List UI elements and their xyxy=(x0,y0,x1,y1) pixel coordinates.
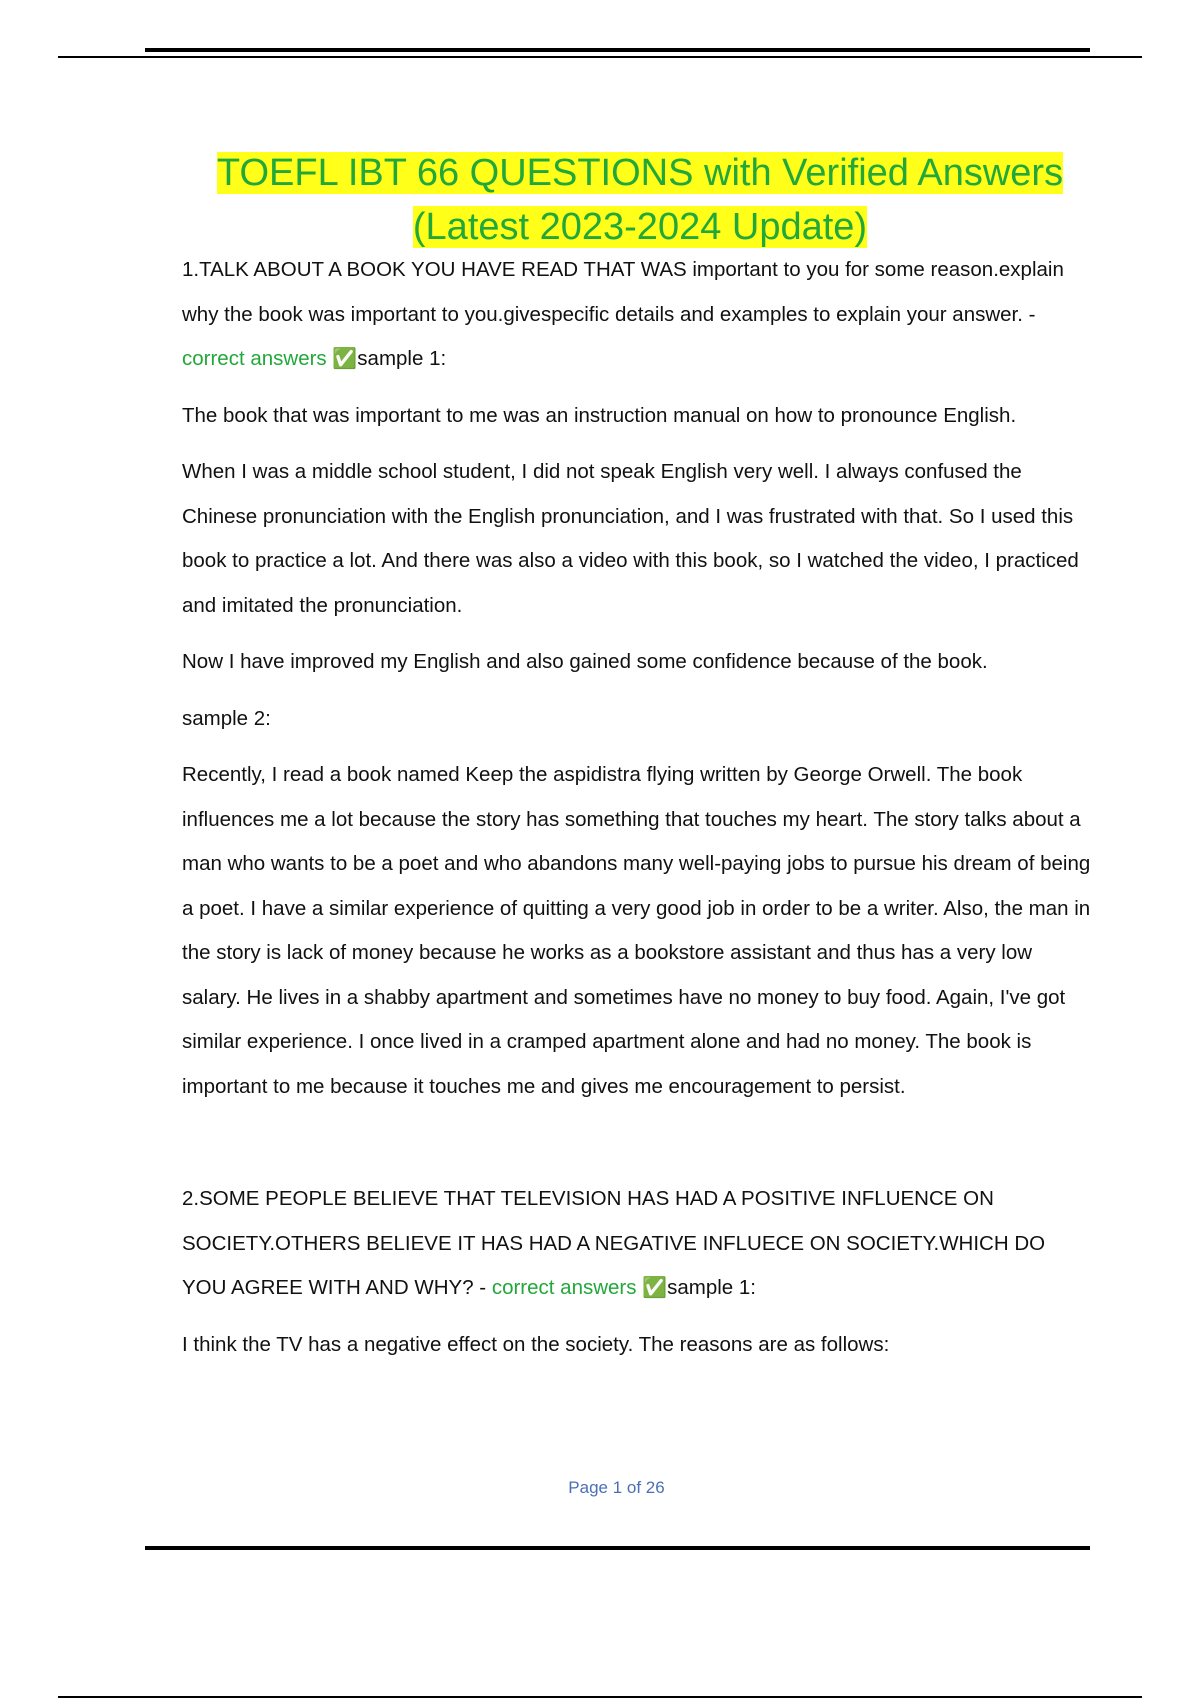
sample-intro: sample 1: xyxy=(667,1276,757,1299)
bottom-thick-rule xyxy=(145,1546,1090,1550)
check-icon: ✅ xyxy=(332,348,358,370)
answer-paragraph: When I was a middle school student, I did not speak English very well. I always confused the Chinese pronunciation with the English pronunciation, and I was frustrated with that. So I used this book to practice a lot. And there was also a video with this book, so I watched the video, I practiced and imitated the pronunciation. xyxy=(182,460,1079,617)
top-thick-rule xyxy=(145,48,1090,52)
page-number: Page 1 of 26 xyxy=(568,1478,665,1497)
correct-answers-label: correct answers xyxy=(182,347,327,370)
title-line-1: TOEFL IBT 66 QUESTIONS with Verified Answers xyxy=(216,152,1064,194)
answer-paragraph: Recently, I read a book named Keep the aspidistra flying written by George Orwell. The book influences me a lot because the story has something that touches my heart. The story talks about a man who wants to be a poet and who abandons many well-paying jobs to pursue his dream of being a poet. I have a similar experience of quitting a very good job in order to be a writer. Also, the man in the story is lack of money because he works as a bookstore assistant and thus has a very low salary. He lives in a shabby apartment and sometimes have no money to buy food. Again, I've got similar experience. I once lived in a cramped apartment alone and had no money. The book is important to me because it touches me and gives me encouragement to persist. xyxy=(182,763,1091,1098)
top-thin-rule xyxy=(58,56,1142,58)
sample-heading: sample 2: xyxy=(182,706,271,730)
answer-paragraph: I think the TV has a negative effect on the society. The reasons are as follows: xyxy=(182,1332,890,1356)
title-line-2: (Latest 2023-2024 Update) xyxy=(412,206,868,248)
question-2-text: 2.SOME PEOPLE BELIEVE THAT TELEVISION HAS HAD A POSITIVE INFLUENCE ON SOCIETY.OTHERS BELIEVE IT HAS HAD A NEGATIVE INFLUECE ON SOCIETY.WHICH DO YOU AGREE WITH AND WHY? - xyxy=(182,1187,1046,1299)
correct-answers-label: correct answers xyxy=(491,1276,637,1299)
answer-paragraph: The book that was important to me was an instruction manual on how to pronounce English. xyxy=(182,403,1017,427)
question-2 xyxy=(182,1177,1092,1311)
document-body xyxy=(182,248,1092,1379)
question-1 xyxy=(182,248,1092,382)
section-spacer xyxy=(182,1121,1092,1177)
sample-intro: sample 1: xyxy=(357,347,447,370)
check-icon: ✅ xyxy=(642,1277,668,1299)
question-1-text: 1.TALK ABOUT A BOOK YOU HAVE READ THAT WAS important to you for some reason.explain why the book was important to you.givespecific details and examples to explain your answer. - xyxy=(182,258,1064,326)
page-title xyxy=(140,146,1140,254)
answer-paragraph: Now I have improved my English and also gained some confidence because of the book. xyxy=(182,650,988,673)
bottom-thin-rule xyxy=(58,1696,1142,1698)
